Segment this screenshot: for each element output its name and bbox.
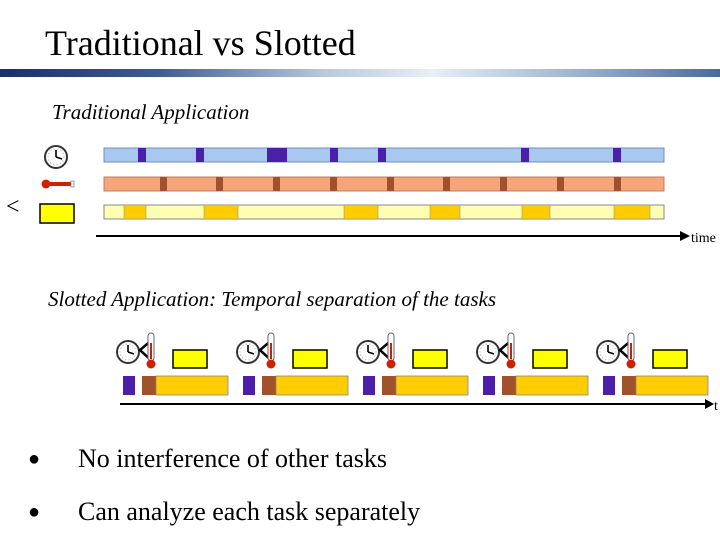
blue-task-slot [603, 376, 615, 395]
clock-icon [117, 341, 139, 363]
blue-task-row [104, 148, 664, 162]
blue-task-slot [483, 376, 495, 395]
blue-task-slot [243, 376, 255, 395]
slide-title: Traditional vs Slotted [45, 23, 356, 63]
blue-task-slot [123, 376, 135, 395]
task-block-icon [40, 204, 74, 223]
traditional-section-label: Traditional Application [52, 100, 250, 124]
slot-group [477, 333, 588, 395]
orange-task-slot [382, 376, 396, 395]
bullet-text: Can analyze each task separately [78, 497, 421, 526]
slotted-time-axis-label: t [714, 399, 718, 414]
slot-group [117, 333, 228, 395]
thermometer-icon [260, 333, 276, 369]
clock-icon [357, 341, 379, 363]
yellow-task-slot [156, 376, 228, 395]
task-block-icon [173, 350, 207, 368]
orange-task-slot [502, 376, 516, 395]
slot-group [237, 333, 348, 395]
bullet-text: No interference of other tasks [78, 444, 387, 473]
time-axis-label: time [691, 231, 716, 246]
slotted-section-label: Slotted Application: Temporal separation of the tasks [48, 287, 496, 311]
yellow-task-row [104, 205, 664, 219]
traditional-clock-icon [45, 146, 67, 168]
clock-icon [477, 341, 499, 363]
orange-task-slot [142, 376, 156, 395]
task-block-icon [293, 350, 327, 368]
slot-group [597, 333, 708, 395]
orange-task-slot [622, 376, 636, 395]
yellow-task-slot [276, 376, 348, 395]
slotted-task-slots [117, 333, 708, 395]
blue-task-slot [363, 376, 375, 395]
traditional-time-axis [96, 231, 716, 246]
bullet-item [28, 497, 420, 527]
clock-icon [237, 341, 259, 363]
clock-icon [597, 341, 619, 363]
thermometer-icon [380, 333, 396, 369]
left-mark: < [6, 194, 20, 220]
task-block-icon [653, 350, 687, 368]
yellow-task-slot [636, 376, 708, 395]
slotted-time-axis [120, 399, 718, 414]
yellow-task-slot [516, 376, 588, 395]
task-block-icon [413, 350, 447, 368]
yellow-task-slot [396, 376, 468, 395]
bullet-glyph: ● [28, 500, 41, 523]
thermometer-icon [42, 180, 75, 189]
thermometer-icon [500, 333, 516, 369]
bullet-item [28, 444, 387, 474]
orange-task-row [104, 177, 664, 191]
thermometer-icon [140, 333, 156, 369]
thermometer-icon [620, 333, 636, 369]
orange-task-slot [262, 376, 276, 395]
task-block-icon [533, 350, 567, 368]
bullet-glyph: ● [28, 447, 41, 470]
slot-group [357, 333, 468, 395]
